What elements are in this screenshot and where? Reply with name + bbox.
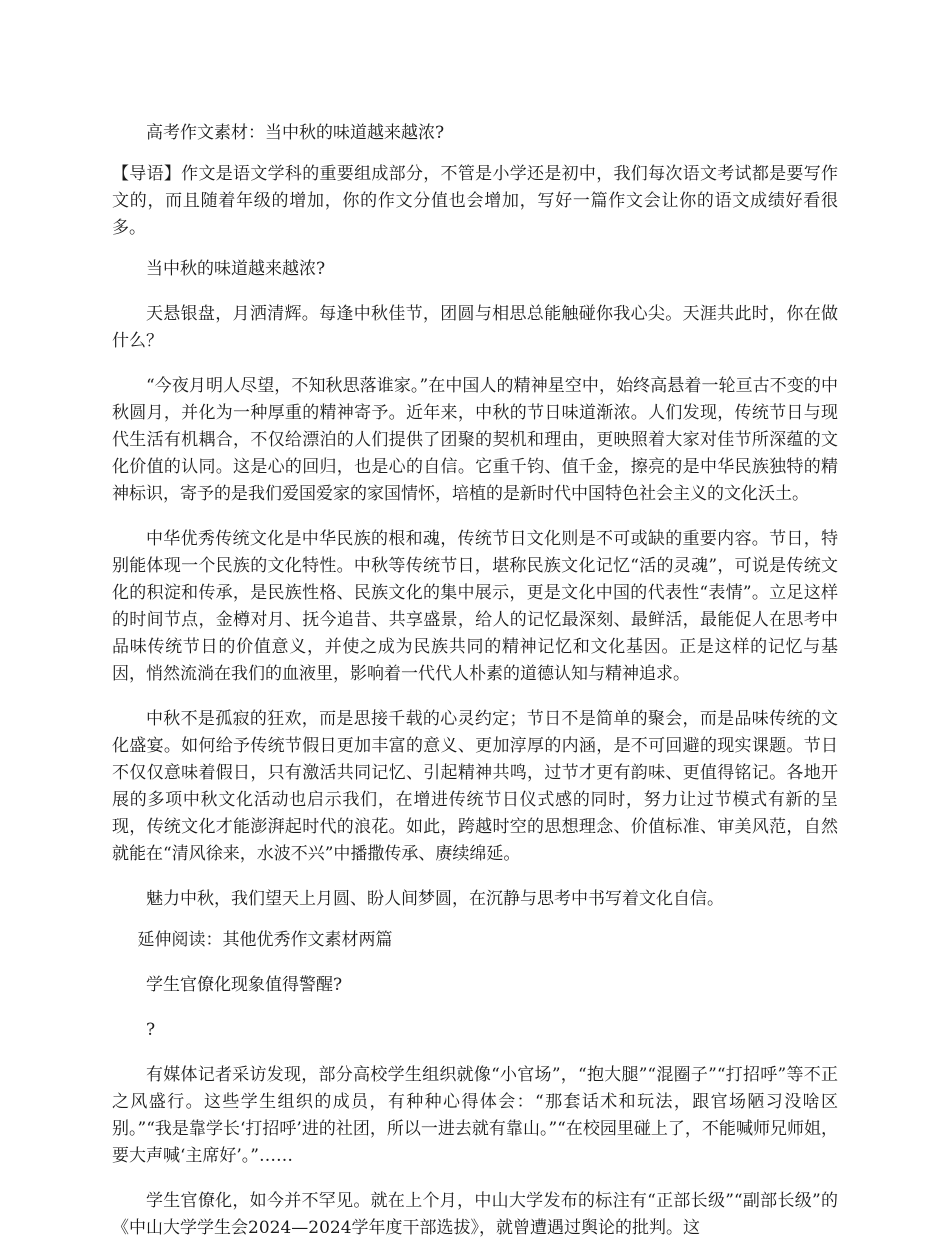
body-paragraph-4: 中秋不是孤寂的狂欢，而是思接千载的心灵约定；节日不是简单的聚会，而是品味传统的文化盛宴。如何给予传统节假日更加丰富的意义、更加淳厚的内涵，是不可回避的现实课题。节日不仅仅意味着假日，只有激活共同记忆、引起精神共鸣，过节才更有韵味、更值得铭记。各地开展的多项中秋文化活动也启示我们，在增进传统节日仪式感的同时，努力让过节模式有新的呈现，传统文化才能澎湃起时代的浪花。如此，跨越时空的思想理念、价值标准、审美风范，自然就能在“清风徐来，水波不兴”中播撒传承、赓续绵延。 xyxy=(112,709,838,864)
body-paragraph-1: 天悬银盘，月洒清辉。每逢中秋佳节，团圆与相思总能触碰你我心尖。天涯共此时，你在做什么？ xyxy=(112,304,838,351)
body-paragraph-3: 中华优秀传统文化是中华民族的根和魂，传统节日文化则是不可或缺的重要内容。节日，特别能体现一个民族的文化特性。中秋等传统节日，堪称民族文化记忆“活的灵魂”，可说是传统文化的积淀和传承，是民族性格、民族文化的集中展示，更是文化中国的代表性“表情”。立足这样的时间节点，金樽对月、抚今追昔、共享盛景，给人的记忆最深刻、最鲜活，最能促人在思考中品味传统节日的价值意义，并使之成为民族共同的精神记忆和文化基因。正是这样的记忆与基因，悄然流淌在我们的血液里，影响着一代代人朴素的道德认知与精神追求。 xyxy=(112,529,838,684)
essay2-title: 学生官僚化现象值得警醒? xyxy=(146,975,343,995)
body-paragraph-2: “今夜月明人尽望，不知秋思落谁家。”在中国人的精神星空中，始终高悬着一轮亘古不变的中秋圆月，并化为一种厚重的精神寄予。近年来，中秋的节日味道渐浓。人们发现，传统节日与现代生活有机耦合，不仅给漂泊的人们提供了团聚的契机和理由，更映照着大家对佳节所深蕴的文化价值的认同。这是心的回归，也是心的自信。它重千钧、值千金，擦亮的是中华民族独特的精神标识，寄予的是我们爱国爱家的家国情怀，培植的是新时代中国特色社会主义的文化沃土。 xyxy=(112,376,838,504)
extended-reading-heading: 延伸阅读：其他优秀作文素材两篇 xyxy=(137,930,393,950)
intro-paragraph: 【导语】作文是语文学科的重要组成部分，不管是小学还是初中，我们每次语文考试都是要写作文的，而且随着年级的增加，你的作文分值也会增加，写好一篇作文会让你的语文成绩好看很多。 xyxy=(112,164,838,238)
essay2-mark: ? xyxy=(146,1020,156,1040)
body-paragraph-5: 魅力中秋，我们望天上月圆、盼人间梦圆，在沉静与思考中书写着文化自信。 xyxy=(146,889,724,909)
essay2-paragraph-2: 学生官僚化，如今并不罕见。就在上个月，中山大学发布的标注有“正部长级”“副部长级”的《中山大学学生会2024—2024学年度干部选拔》，就曾遭遇过舆论的批判。这 xyxy=(112,1191,838,1238)
document-title: 高考作文素材：当中秋的味道越来越浓? xyxy=(146,123,445,143)
document-page xyxy=(112,120,838,1242)
essay-subtitle: 当中秋的味道越来越浓? xyxy=(146,259,326,279)
essay2-paragraph-1: 有媒体记者采访发现，部分高校学生组织就像“小官场”，“抱大腿”“混圈子”“打招呼”等不正之风盛行。这些学生组织的成员，有种种心得体会：“那套话术和玩法，跟官场陋习没啥区别。”“我是靠学长‘打招呼’进的社团，所以一进去就有靠山。”“在校园里碰上了，不能喊师兄师姐，要大声喊‘主席好’。”…… xyxy=(112,1065,838,1166)
